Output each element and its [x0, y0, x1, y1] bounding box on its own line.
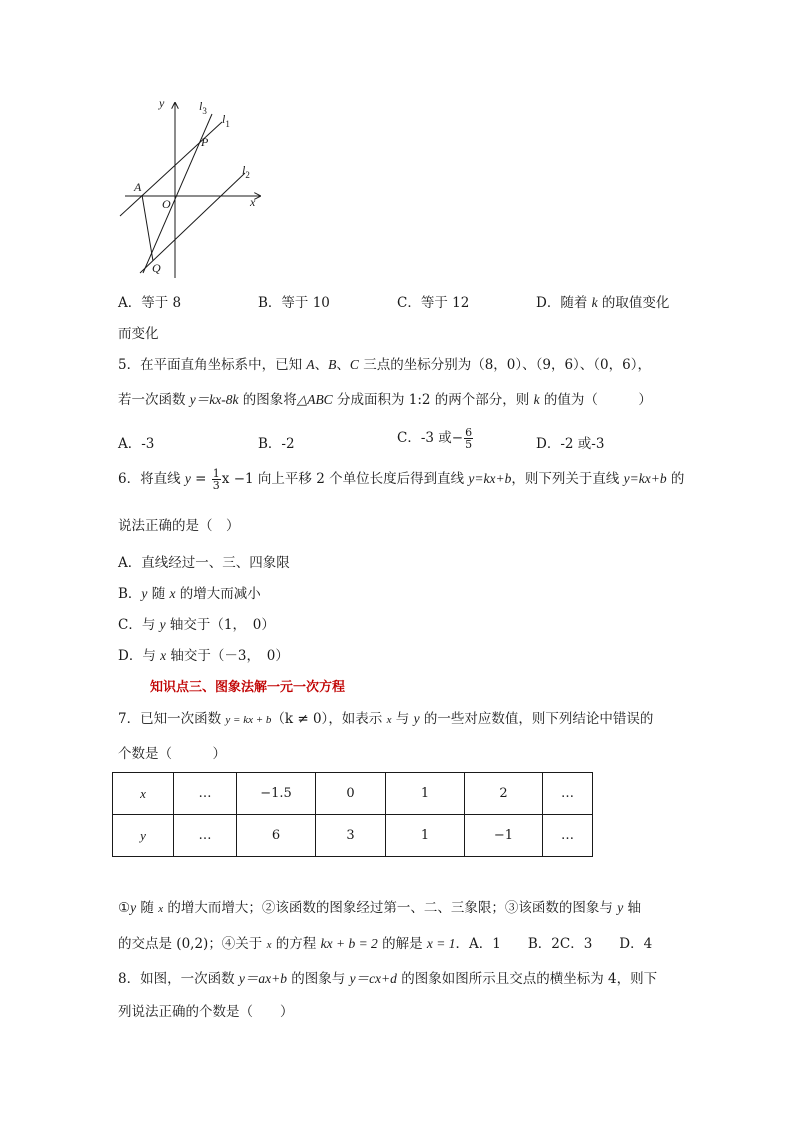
q4-option-b: B．等于 10	[258, 295, 330, 311]
q7-line1: 7．已知一次函数 y = kx + b（k ≠ 0），如表示 x 与 y 的一些对应数值，则下列结论中错误的	[118, 711, 654, 727]
label-l2: $l_2$	[242, 163, 250, 180]
q7-line2: 个数是（ ）	[118, 746, 226, 762]
table-cell: x	[113, 773, 174, 815]
table-cell: 1	[386, 773, 465, 815]
q6-line2: 说法正确的是（ ）	[118, 518, 240, 534]
table-cell: 2	[465, 773, 543, 815]
q7-statement-line1: ①y 随 x 的增大而增大；②该函数的图象经过第一、二、三象限；③该函数的图象与 y 轴	[118, 900, 641, 916]
label-q: Q	[152, 261, 161, 275]
q4-option-d: D．随着 k 的取值变化	[536, 295, 670, 311]
segment-aq	[142, 195, 153, 261]
label-a: A	[134, 180, 142, 194]
table-cell: y	[113, 815, 174, 857]
value-table	[112, 772, 593, 857]
line-l2	[140, 173, 245, 273]
q6-option-a: A．直线经过一、三、四象限	[118, 555, 290, 571]
q4-option-c: C．等于 12	[397, 295, 470, 311]
table-cell: 0	[316, 773, 386, 815]
label-x: x	[250, 195, 256, 209]
label-y: y	[159, 96, 165, 110]
q5-line1: 5．在平面直角坐标系中，已知 A、B、C 三点的坐标分别为（8，0）、（9，6）、（0，6），	[118, 357, 651, 373]
q6-option-d: D．与 x 轴交于（－3， 0）	[118, 648, 289, 664]
q5-option-a: A．-3	[118, 436, 155, 452]
q7-statement-line2: 的交点是 (0,2)；④关于 x 的方程 kx + b = 2 的解是 x = 1．A．1 B．2C．3 D．4	[118, 936, 653, 952]
q4-option-a: A．等于 8	[118, 295, 182, 311]
table-cell: −1	[465, 815, 543, 857]
table-cell: −1.5	[237, 773, 316, 815]
label-o: O	[162, 197, 171, 211]
q6-line1: 6．将直线 y = $\frac{1}{3}$ x −1 向上平移 2 个单位长度后得到直线 y=kx+b，则下列关于直线 y=kx+b 的	[118, 467, 685, 492]
q5-option-d: D．-2 或-3	[536, 436, 605, 452]
section-heading: 知识点三、图象法解一元一次方程	[150, 680, 346, 695]
table-cell: 1	[386, 815, 465, 857]
table-row	[113, 773, 593, 815]
q5-options	[118, 426, 678, 458]
coordinate-figure	[110, 95, 270, 280]
q8-line2: 列说法正确的个数是（ ）	[118, 1004, 294, 1020]
table-cell: …	[543, 773, 593, 815]
table-row	[113, 815, 593, 857]
table-cell: 3	[316, 815, 386, 857]
q5-line2: 若一次函数 y＝kx-8k 的图象将△ABC 分成面积为 1:2 的两个部分，则 k 的值为（ ）	[118, 392, 652, 408]
table-cell: 6	[237, 815, 316, 857]
table-cell: …	[543, 815, 593, 857]
q4-option-d-cont: 而变化	[118, 326, 159, 342]
q6-option-b: B．y 随 x 的增大而减小	[118, 586, 261, 602]
label-l1: $l_1$	[222, 112, 230, 129]
table-cell: …	[174, 815, 237, 857]
q4-options	[118, 291, 678, 311]
label-l3: $l_3$	[199, 99, 207, 116]
q6-option-c: C．与 y 轴交于（1， 0）	[118, 617, 275, 633]
q8-line1: 8．如图，一次函数 y＝ax+b 的图象与 y＝cx+d 的图象如图所示且交点的横坐标为 4，则下	[118, 971, 658, 987]
q5-option-c: C．-3 或− $\frac{6}{5}$	[397, 426, 473, 451]
table-cell: …	[174, 773, 237, 815]
label-p: P	[201, 135, 209, 149]
q5-option-b: B．-2	[258, 436, 295, 452]
